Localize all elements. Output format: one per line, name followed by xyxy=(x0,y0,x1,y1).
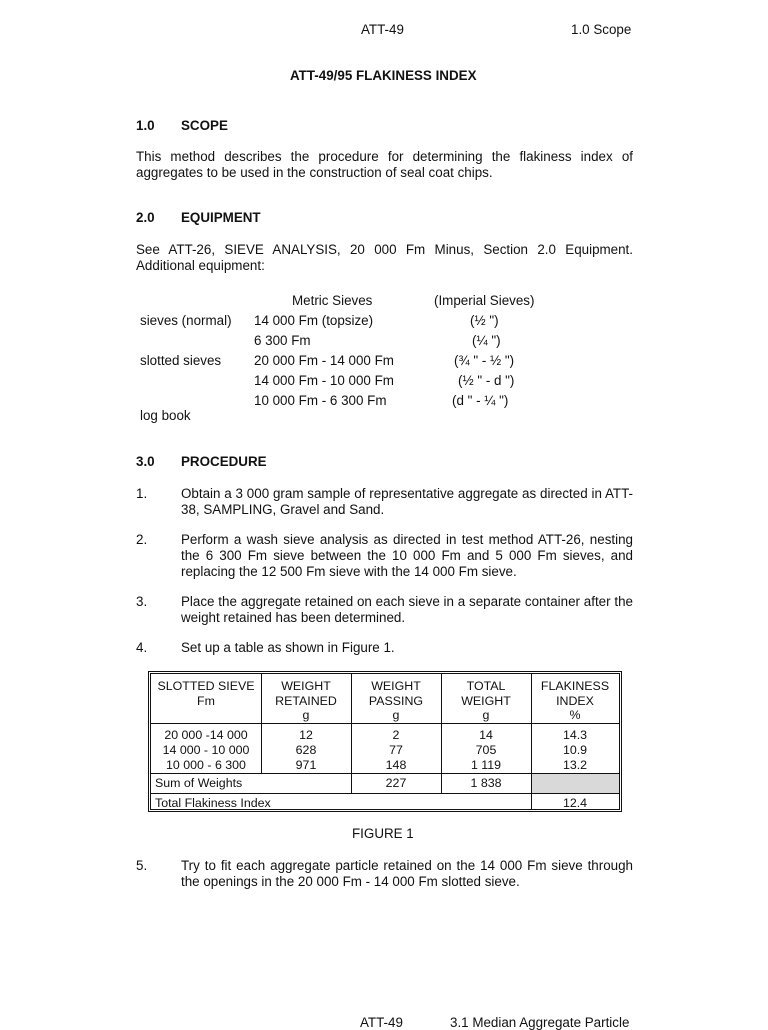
document-title: ATT-49/95 FLAKINESS INDEX xyxy=(290,68,477,83)
scope-text: This method describes the procedure for determining the flakiness index of aggregates to be used in the construction of seal coat chips. xyxy=(136,149,633,180)
equipment-imperial: (d " - ¼ ") xyxy=(452,393,509,408)
sum-total: 1 838 xyxy=(470,776,502,790)
procedure-heading: PROCEDURE xyxy=(181,454,267,469)
flakiness-table xyxy=(148,671,622,812)
sum-passing: 227 xyxy=(385,776,407,790)
table-row: 14.3 10.9 13.2 xyxy=(562,728,588,772)
footer-doc-code: ATT-49 xyxy=(360,1015,403,1030)
equipment-metric: 14 000 Fm - 10 000 Fm xyxy=(254,373,394,388)
equipment-label: sieves (normal) xyxy=(140,313,232,328)
total-value: 12.4 xyxy=(562,796,588,810)
equipment-col-imperial: (Imperial Sieves) xyxy=(434,293,535,308)
table-header: SLOTTED SIEVE Fm xyxy=(157,679,255,708)
sum-label: Sum of Weights xyxy=(155,776,243,790)
step-number: 3. xyxy=(136,594,148,609)
scope-number: 1.0 xyxy=(136,118,155,133)
total-divider xyxy=(151,793,619,794)
equipment-imperial: (¼ ") xyxy=(472,333,501,348)
step-text: Place the aggregate retained on each sieve in a separate container after the weight retained has been determined. xyxy=(181,594,633,625)
table-header: WEIGHT PASSING g xyxy=(368,679,424,722)
equipment-intro: See ATT-26, SIEVE ANALYSIS, 20 000 Fm Minus, Section 2.0 Equipment. Additional equipment: xyxy=(136,242,633,273)
equipment-imperial: (½ ") xyxy=(470,313,499,328)
table-header: FLAKINESS INDEX % xyxy=(540,679,610,722)
total-label: Total Flakiness Index xyxy=(155,796,271,810)
equipment-metric: 20 000 Fm - 14 000 Fm xyxy=(254,353,394,368)
equipment-heading: EQUIPMENT xyxy=(181,210,261,225)
shaded-cell xyxy=(532,773,619,793)
equipment-imperial: (½ " - d ") xyxy=(458,373,515,388)
table-header: WEIGHT RETAINED g xyxy=(275,679,337,722)
equipment-metric: 10 000 Fm - 6 300 Fm xyxy=(254,393,387,408)
step-text: Perform a wash sieve analysis as directed in test method ATT-26, nesting the 6 300 Fm sieve between the 10 000 Fm and 5 000 Fm sieves, and replacing the 12 500 Fm sieve with the 14 000 Fm sieve. xyxy=(181,532,633,579)
step-text: Set up a table as shown in Figure 1. xyxy=(181,640,395,655)
equipment-number: 2.0 xyxy=(136,210,155,225)
figure-caption: FIGURE 1 xyxy=(352,826,414,841)
step-number: 4. xyxy=(136,640,148,655)
equipment-imperial: (¾ " - ½ ") xyxy=(454,353,515,368)
step-text: Try to fit each aggregate particle retained on the 14 000 Fm sieve through the openings in the 20 000 Fm - 14 000 Fm slotted sieve. xyxy=(181,858,633,889)
table-header: TOTAL WEIGHT g xyxy=(461,679,511,722)
equipment-label: slotted sieves xyxy=(140,353,222,368)
scope-heading: SCOPE xyxy=(181,118,228,133)
table-row: 2 77 148 xyxy=(385,728,407,772)
equipment-col-metric: Metric Sieves xyxy=(292,293,373,308)
step-text: Obtain a 3 000 gram sample of representative aggregate as directed in ATT-38, SAMPLING, Gravel and Sand. xyxy=(181,486,633,517)
equipment-metric: 6 300 Fm xyxy=(254,333,311,348)
procedure-number: 3.0 xyxy=(136,454,155,469)
step-number: 2. xyxy=(136,532,148,547)
table-row: 14 705 1 119 xyxy=(470,728,502,772)
equipment-metric: 14 000 Fm (topsize) xyxy=(254,313,374,328)
table-row: 20 000 -14 000 14 000 - 10 000 10 000 - 6 300 xyxy=(162,728,250,772)
header-section: 1.0 Scope xyxy=(571,22,632,37)
sum-divider xyxy=(151,773,619,774)
table-row: 12 628 971 xyxy=(295,728,317,772)
header-doc-code: ATT-49 xyxy=(361,22,404,37)
step-number: 1. xyxy=(136,486,148,501)
step-number: 5. xyxy=(136,858,148,873)
header-divider xyxy=(151,723,619,724)
equipment-log-book: log book xyxy=(140,408,191,423)
footer-section: 3.1 Median Aggregate Particle xyxy=(450,1015,630,1030)
